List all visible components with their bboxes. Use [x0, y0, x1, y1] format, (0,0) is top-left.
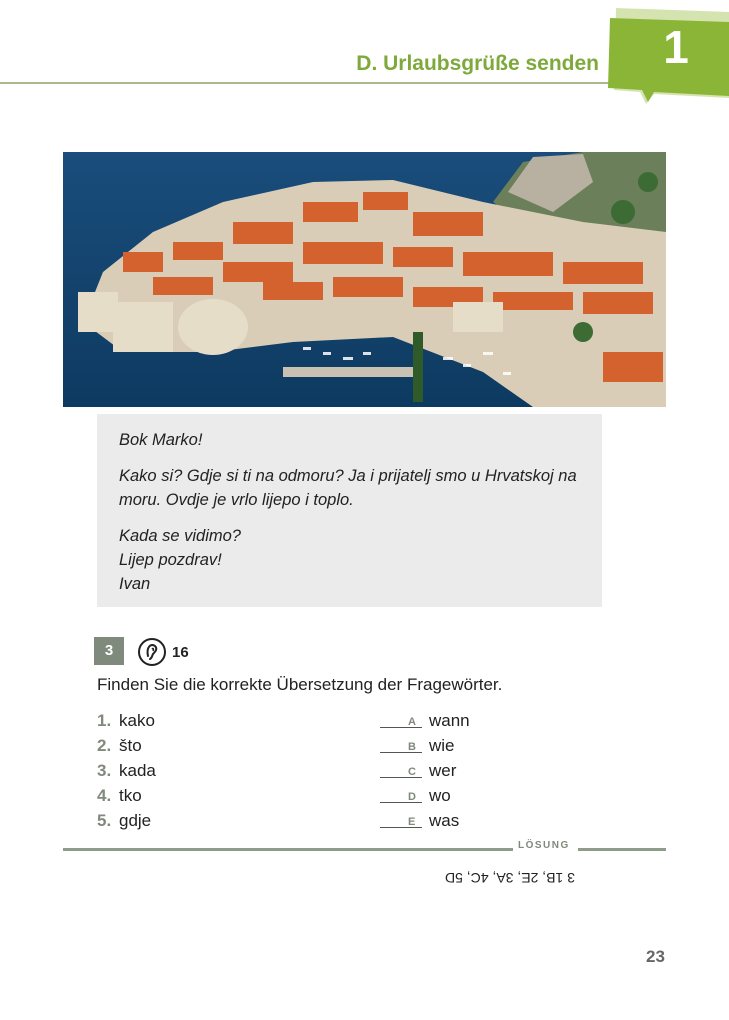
list-item: 3. kada	[97, 761, 156, 780]
solution-text-upside-down: 3 1B, 2E, 3A, 4C, 5D	[445, 870, 575, 886]
dubrovnik-photo	[63, 152, 666, 407]
letter-signature: Ivan	[119, 575, 151, 593]
option-letter: A	[408, 716, 416, 728]
section-title: D. Urlaubsgrüße senden	[356, 52, 599, 75]
solution-label: LÖSUNG	[518, 840, 570, 851]
list-item: 4. tko	[97, 786, 142, 805]
list-item: 1. kako	[97, 711, 155, 730]
exercise-number-badge: 3	[94, 637, 124, 665]
option-text: wo	[429, 786, 451, 805]
postcard-letter	[97, 414, 602, 607]
letter-greeting: Bok Marko!	[119, 431, 203, 449]
option-letter: D	[408, 791, 416, 803]
chapter-number: 1	[663, 21, 689, 73]
exercise-instruction: Finden Sie die korrekte Übersetzung der Fragewörter.	[97, 675, 503, 694]
option-text: wie	[429, 736, 455, 755]
header-rule	[0, 82, 612, 84]
audio-track-number: 16	[172, 644, 189, 661]
option-letter: C	[408, 766, 416, 778]
option-text: wann	[429, 711, 470, 730]
option-text: wer	[429, 761, 457, 780]
letter-line: Lijep pozdrav!	[119, 551, 222, 569]
list-item: 2. što	[97, 736, 142, 755]
letter-line: Kada se vidimo?	[119, 527, 241, 545]
list-item: 5. gdje	[97, 811, 152, 830]
solution-rule-left	[63, 848, 513, 851]
ear-icon[interactable]	[137, 637, 167, 667]
solution-rule-right	[578, 848, 666, 851]
answer-blank[interactable]	[380, 813, 422, 828]
letter-paragraph: Kako si? Gdje si ti na odmoru? Ja i prijatelj smo u Hrvatskoj na moru. Ovdje je vrlo lijepo i toplo.	[119, 467, 577, 509]
option-letter: E	[408, 816, 416, 828]
option-letter: B	[408, 741, 416, 753]
option-text: was	[429, 811, 460, 830]
page-number: 23	[646, 947, 665, 966]
